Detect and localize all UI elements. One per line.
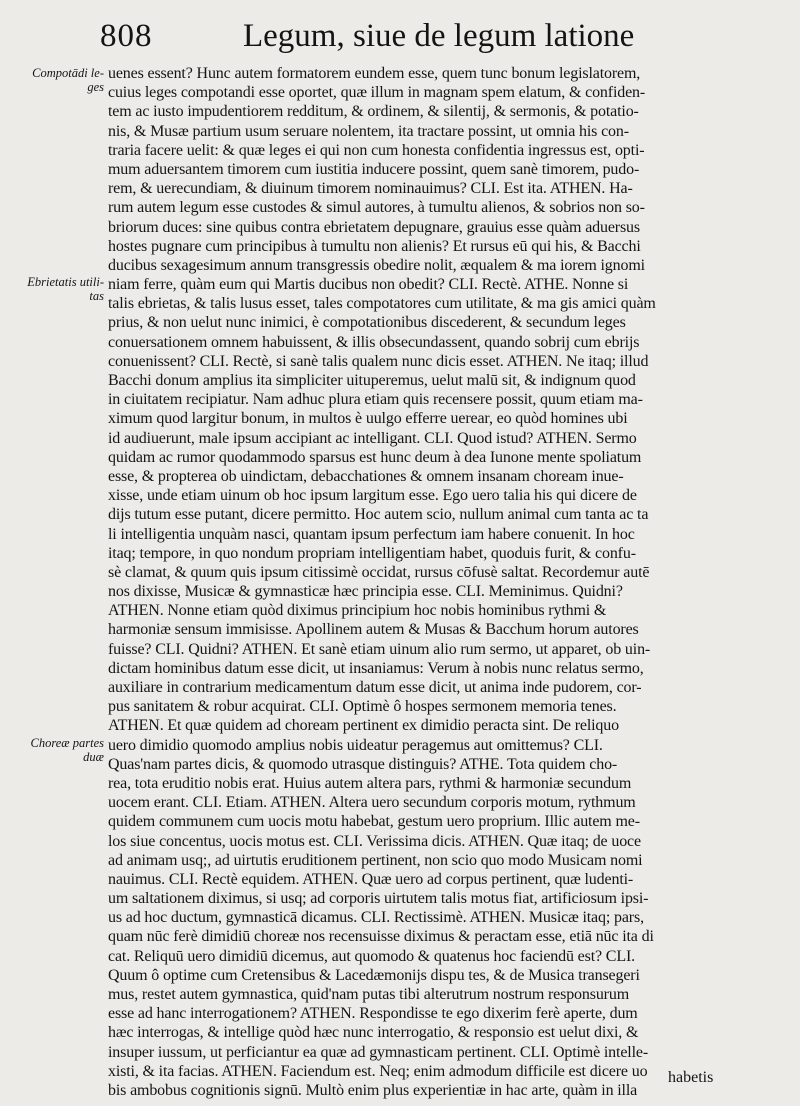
margin-note-line: Compotādi le- <box>32 66 104 80</box>
body-line: hæc interrogas, & intellige quòd hæc nunc interrogatio, & responsio est uelut dixi, & <box>108 1024 639 1042</box>
body-line: rem, & uerecundiam, & diuinum timorem nominauimus? CLI. Est ita. ATHEN. Ha- <box>108 180 633 198</box>
body-line: auxiliare in contrarium medicamentum datum esse dicit, ut anima inde pudorem, cor- <box>108 679 642 696</box>
margin-note-line: tas <box>89 289 104 303</box>
body-line: ATHEN. Nonne etiam quòd diximus principium hoc nobis hominibus rythmi & <box>108 602 607 620</box>
body-line: esse ad hanc interrogationem? ATHEN. Respondisse te ego dixerim ferè aperte, dum <box>108 1005 638 1023</box>
body-line: rea, tota eruditio nobis erat. Huius autem altera pars, rythmi & harmoniæ secundum <box>108 774 632 792</box>
body-line: rum autem legum esse custodes & simul autores, à tumultu alienos, & sobrios non so- <box>108 199 645 217</box>
body-line: quidem communem cum uocis motu habebat, gestum uero proprium. Illic autem me- <box>108 813 640 831</box>
body-line: Quas'nam partes dicis, & quomodo utrasque distinguis? ATHE. Tota quidem cho- <box>108 755 618 773</box>
body-line: quidam ac rumor quodammodo sparsus est hunc deum à dea Iunone mente spoliatum <box>108 448 642 466</box>
margin-note-line: ges <box>87 80 104 94</box>
body-line: hostes pugnare cum principibus à tumultu non alienis? Et rursus eū qui his, & Bacchi <box>108 237 641 255</box>
body-line: sè clamat, & quum quis ipsum citissimè occidat, rursus cōfusè saltat. Recordemur autē <box>108 563 650 581</box>
body-line: bis ambobus cognitionis signū. Multò enim plus experientiæ in hac arte, quàm in illa <box>108 1081 638 1099</box>
body-line: xisti, & ita facias. ATHEN. Faciendum est. Neq; enim admodum difficile est dicere uo <box>108 1062 648 1080</box>
body-line: Bacchi donum amplius ita simpliciter uituperemus, uelut malū sit, & indignum quod <box>108 372 636 389</box>
body-line: us ad hoc ductum, gymnasticā dicamus. CLI. Rectissimè. ATHEN. Musicæ itaq; pars, <box>108 909 644 927</box>
body-line: harmoniæ sensum immisisse. Apollinem autem & Musas & Bacchum horum autores <box>108 621 639 639</box>
body-line: ad animam usq;, ad uirtutis eruditionem pertinent, non scio quo modo Musicam nomi <box>108 851 643 869</box>
body-line: mus, restet autem gymnastica, quid'nam putas tibi alterutrum nostrum responsurum <box>108 986 630 1003</box>
body-line: talis ebrietas, & talis lusus esset, tales compotatores cum utilitate, & ma gis amici quàm <box>108 295 656 313</box>
body-line: conuenissent? CLI. Rectè, si sanè talis qualem nunc dicis esset. ATHEN. Ne itaq; illud <box>108 352 649 370</box>
body-line: id audiuerunt, male ipsum accipiant ac intelligant. CLI. Quod istud? ATHEN. Sermo <box>108 429 637 447</box>
body-line: conuersationem omnem habuissent, & illis obsecundassent, quando sobrij cum ebrijs <box>108 333 640 351</box>
body-line: cuius leges compotandi esse oportet, quæ illum in magnam spem elatum, & confiden- <box>108 84 646 102</box>
body-line: uocem erant. CLI. Etiam. ATHEN. Altera uero secundum corporis motum, rythmum <box>108 794 636 812</box>
body-line: tem ac iusto impudentiorem redditum, & ordinem, & silentij, & sermonis, & potatio- <box>108 103 639 121</box>
body-line: Quum ô optime cum Cretensibus & Lacedæmonijs dispu tes, & de Musica transegeri <box>108 966 640 984</box>
running-title: Legum, siue de legum latione <box>243 18 635 54</box>
margin-note-choreae <box>8 736 104 764</box>
body-line: in ciuitatem recipiatur. Nam adhuc plura etiam quis recensere possit, quum etiam ma- <box>108 391 643 409</box>
page-number: 808 <box>100 18 153 54</box>
margin-note-compotandi <box>8 66 104 94</box>
body-line: niam ferre, quàm eum qui Martis ducibus non obedit? CLI. Rectè. ATHE. Nonne si <box>108 276 629 294</box>
body-line: nauimus. CLI. Rectè equidem. ATHEN. Quæ uero ad corpus pertinent, quæ ludenti- <box>108 870 634 888</box>
body-text <box>108 64 718 1100</box>
body-line: ducibus sexagesimum annum transgressis obedire nolit, æqualem & ma iorem ignomi <box>108 256 645 274</box>
body-line: briorum duces: sine quibus contra ebrietatem depugnare, grauius esse quàm aduersus <box>108 218 640 236</box>
body-line: itaq; tempore, in quo nondum propriam intelligentiam habet, quoduis furit, & confu- <box>108 544 636 562</box>
margin-note-ebrietatis <box>8 275 104 303</box>
body-line: traria facere uelit: & quæ leges ei qui non cum honesta confidentia ingressus est, opti- <box>108 141 645 159</box>
body-line: mum aduersantem timorem cum iustitia inducere possint, quem sanè timorem, pudo- <box>108 160 640 178</box>
body-line: cat. Reliquū uero dimidiū dicemus, aut quomodo & quatenus hoc faciendū est? CLI. <box>108 947 635 965</box>
body-line: los siue concentus, uocis motus est. CLI. Verissima dicis. ATHEN. Quæ itaq; de uoce <box>108 832 641 850</box>
body-line: ATHEN. Et quæ quidem ad choream pertinent ex dimidio peracta sint. De reliquo <box>108 717 619 735</box>
body-line: dictam hominibus datum esse dicit, ut insaniamus: Verum à nobis nunc relatus sermo, <box>108 659 644 677</box>
margin-note-line: duæ <box>83 750 104 764</box>
body-line: dijs tutum esse putant, dicere permitto. Hoc autem scio, nullum animal cum tanta ac ta <box>108 506 649 524</box>
body-line: esse, & propterea ob uindictam, debacchationes & omnem insanam choream inue- <box>108 467 624 485</box>
body-line: uenes essent? Hunc autem formatorem eundem esse, quem tunc bonum legislatorem, <box>108 65 641 82</box>
body-line: nos dixisse, Musicæ & gymnasticæ hæc principia esse. CLI. Meminimus. Quidni? <box>108 583 623 601</box>
body-line: li intelligentia unquàm nasci, quantam ipsum perfectum iam habere conuenit. In hoc <box>108 525 635 543</box>
body-line: ximum quod largitur bonum, in multos è uulgo efferre uerear, eo quòd homines ubi <box>108 410 628 428</box>
page-header <box>0 14 800 58</box>
body-line: pus sanitatem & robur acquirat. CLI. Optimè ô hospes sermonem memoria tenes. <box>108 698 617 716</box>
body-line: um saltationem diximus, si usq; ad corporis uirtutem talis motus fiat, artificiosum ipsi- <box>108 890 649 908</box>
body-line: nis, & Musæ partium usum seruare nolentem, ita tractare possint, ut omnia his con- <box>108 122 629 140</box>
margin-note-line: Choreæ partes <box>30 736 104 750</box>
body-line: fuisse? CLI. Quidni? ATHEN. Et sanè etiam uinum alio rum sermo, ut apparet, ob uin- <box>108 640 651 658</box>
body-line: uero dimidio quomodo amplius nobis uideatur peragemus aut omittemus? CLI. <box>108 736 603 754</box>
body-line: quam nūc ferè dimidiū choreæ nos recensuisse diximus & peractam esse, etiā nūc ita di <box>108 928 654 946</box>
margin-note-line: Ebrietatis utili- <box>27 275 104 289</box>
body-line: prius, & non uelut nunc inimici, è compotationibus discederent, & secundum leges <box>108 314 626 332</box>
catchword: habetis <box>668 1069 714 1086</box>
body-line: xisse, unde etiam uinum ob hoc ipsum largitum esse. Ego uero talia his qui dicere de <box>108 487 637 505</box>
body-line: insuper iussum, ut perficiantur ea quæ ad gymnasticam pertinent. CLI. Optimè intelle- <box>108 1043 649 1061</box>
